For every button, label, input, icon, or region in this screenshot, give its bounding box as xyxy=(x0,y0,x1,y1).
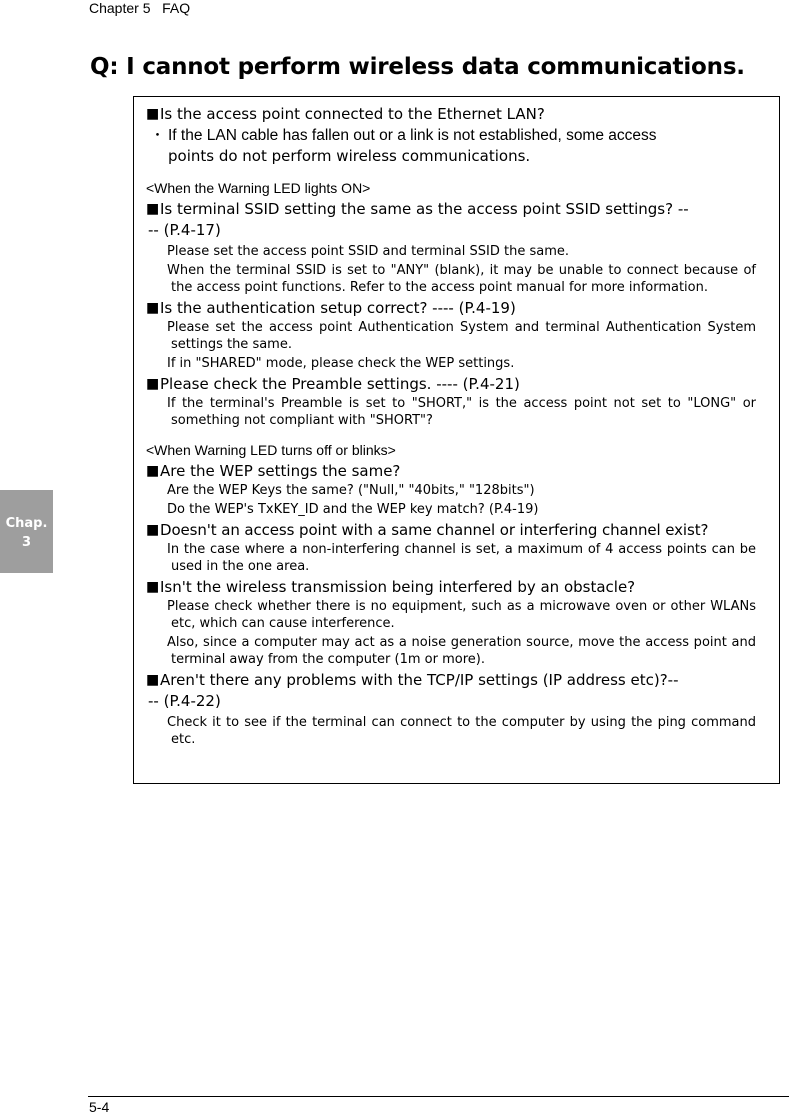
section-heading: <When the Warning LED lights ON> xyxy=(146,180,371,196)
faq-question xyxy=(146,577,776,598)
answer-text: Are the WEP Keys the same? ("Null," "40bits," "128bits") xyxy=(167,483,535,498)
answer-text: Also, since a computer may act as a noise generation source, move the access point and terminal away from the computer (1m or more). xyxy=(167,635,756,667)
subpoint-text-continued: points do not perform wireless communications. xyxy=(168,147,531,165)
answer-text: Please set the access point Authentication System and terminal Authentication System settings the same. xyxy=(167,320,756,352)
faq-question xyxy=(146,374,776,395)
square-bullet-icon: ■ xyxy=(146,106,160,122)
answer-text: If in "SHARED" mode, please check the WEP settings. xyxy=(167,356,515,371)
faq-question xyxy=(146,461,776,482)
faq-content xyxy=(146,104,776,748)
answer-text: In the case where a non-interfering channel is set, a maximum of 4 access points can be used in the one area. xyxy=(167,542,756,574)
answer-text: If the terminal's Preamble is set to "SHORT," is the access point not set to "LONG" or something not compliant with "SHORT"? xyxy=(167,396,756,428)
faq-question xyxy=(146,104,776,125)
square-bullet-icon: ■ xyxy=(146,522,160,538)
square-bullet-icon: ■ xyxy=(146,300,160,316)
square-bullet-icon: ■ xyxy=(146,672,160,688)
question-text-continued: -- (P.4-17) xyxy=(148,221,221,239)
question-text-continued: -- (P.4-22) xyxy=(148,692,221,710)
faq-question xyxy=(146,670,776,691)
chapter-tab xyxy=(0,490,53,573)
faq-question xyxy=(146,298,776,319)
chapter-tab-label: Chap. xyxy=(5,516,48,531)
question-text: Are the WEP settings the same? xyxy=(160,462,401,480)
answer-text: Please set the access point SSID and terminal SSID the same. xyxy=(167,244,569,259)
page-title: Q: I cannot perform wireless data communications. xyxy=(90,54,745,80)
answer-text: Please check whether there is no equipment, such as a microwave oven or other WLANs etc, which can cause interference. xyxy=(167,599,756,631)
square-bullet-icon: ■ xyxy=(146,463,160,479)
subpoint-text: If the LAN cable has fallen out or a link is not established, some access xyxy=(168,127,657,144)
square-bullet-icon: ■ xyxy=(146,579,160,595)
question-text: Isn't the wireless transmission being interfered by an obstacle? xyxy=(160,578,636,596)
faq-subpoint xyxy=(150,125,776,146)
faq-question xyxy=(146,199,776,220)
answer-text: Do the WEP's TxKEY_ID and the WEP key match? (P.4-19) xyxy=(167,502,539,517)
footer-divider xyxy=(88,1096,789,1097)
chapter-tab-number: 3 xyxy=(21,535,32,550)
question-text: Is the authentication setup correct? ---- (P.4-19) xyxy=(160,299,516,317)
question-text: Doesn't an access point with a same channel or interfering channel exist? xyxy=(160,521,709,539)
dot-bullet-icon: ・ xyxy=(150,126,166,144)
square-bullet-icon: ■ xyxy=(146,201,160,217)
question-text: Please check the Preamble settings. ---- (P.4-21) xyxy=(160,375,520,393)
chapter-header: Chapter 5 FAQ xyxy=(89,0,191,16)
section-heading: <When Warning LED turns off or blinks> xyxy=(146,442,396,458)
question-text: Is the access point connected to the Ethernet LAN? xyxy=(160,105,545,123)
question-text: Is terminal SSID setting the same as the access point SSID settings? -- xyxy=(160,200,689,218)
answer-text: When the terminal SSID is set to "ANY" (blank), it may be unable to connect because of the access point functions. Refer to the access point manual for more information. xyxy=(167,263,756,295)
square-bullet-icon: ■ xyxy=(146,376,160,392)
faq-question xyxy=(146,520,776,541)
page-number: 5-4 xyxy=(89,1099,110,1115)
question-text: Aren't there any problems with the TCP/IP settings (IP address etc)?-- xyxy=(160,671,679,689)
answer-text: Check it to see if the terminal can connect to the computer by using the ping command etc. xyxy=(167,715,756,747)
